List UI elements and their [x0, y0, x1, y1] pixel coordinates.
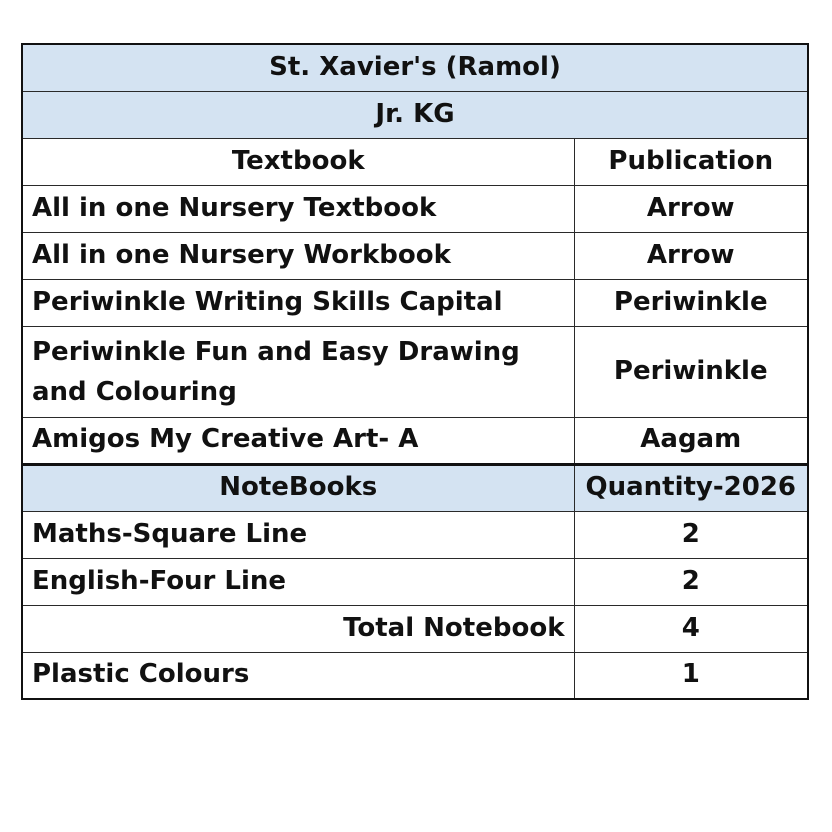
textbook-header-row [22, 138, 808, 185]
textbook-title: All in one Nursery Workbook [22, 232, 574, 279]
quantity-column-header: Quantity-2026 [574, 464, 808, 511]
textbook-publication: Aagam [574, 417, 808, 464]
publication-column-header: Publication [574, 138, 808, 185]
table-row [22, 511, 808, 558]
notebook-header-row [22, 464, 808, 511]
textbook-publication: Arrow [574, 232, 808, 279]
grade-name: Jr. KG [22, 91, 808, 138]
grade-row [22, 91, 808, 138]
textbook-publication: Periwinkle [574, 326, 808, 417]
extra-item: Plastic Colours [22, 652, 574, 699]
book-list-table [21, 43, 809, 700]
book-list-sheet [21, 43, 807, 700]
textbook-title: Periwinkle Writing Skills Capital [22, 279, 574, 326]
table-row [22, 232, 808, 279]
textbook-title: Amigos My Creative Art- A [22, 417, 574, 464]
notebook-item: English-Four Line [22, 558, 574, 605]
table-row [22, 558, 808, 605]
table-row [22, 417, 808, 464]
total-notebook-quantity: 4 [574, 605, 808, 652]
school-row [22, 44, 808, 91]
total-row [22, 605, 808, 652]
extra-quantity: 1 [574, 652, 808, 699]
textbook-title: All in one Nursery Textbook [22, 185, 574, 232]
textbook-publication: Arrow [574, 185, 808, 232]
textbook-publication: Periwinkle [574, 279, 808, 326]
table-row [22, 279, 808, 326]
notebook-item: Maths-Square Line [22, 511, 574, 558]
table-row [22, 185, 808, 232]
notebook-quantity: 2 [574, 511, 808, 558]
notebook-quantity: 2 [574, 558, 808, 605]
notebooks-column-header: NoteBooks [22, 464, 574, 511]
textbook-title: Periwinkle Fun and Easy Drawing and Colouring [22, 326, 574, 417]
total-notebook-label: Total Notebook [22, 605, 574, 652]
textbook-column-header: Textbook [22, 138, 574, 185]
table-row [22, 652, 808, 699]
school-name: St. Xavier's (Ramol) [22, 44, 808, 91]
table-row [22, 326, 808, 417]
